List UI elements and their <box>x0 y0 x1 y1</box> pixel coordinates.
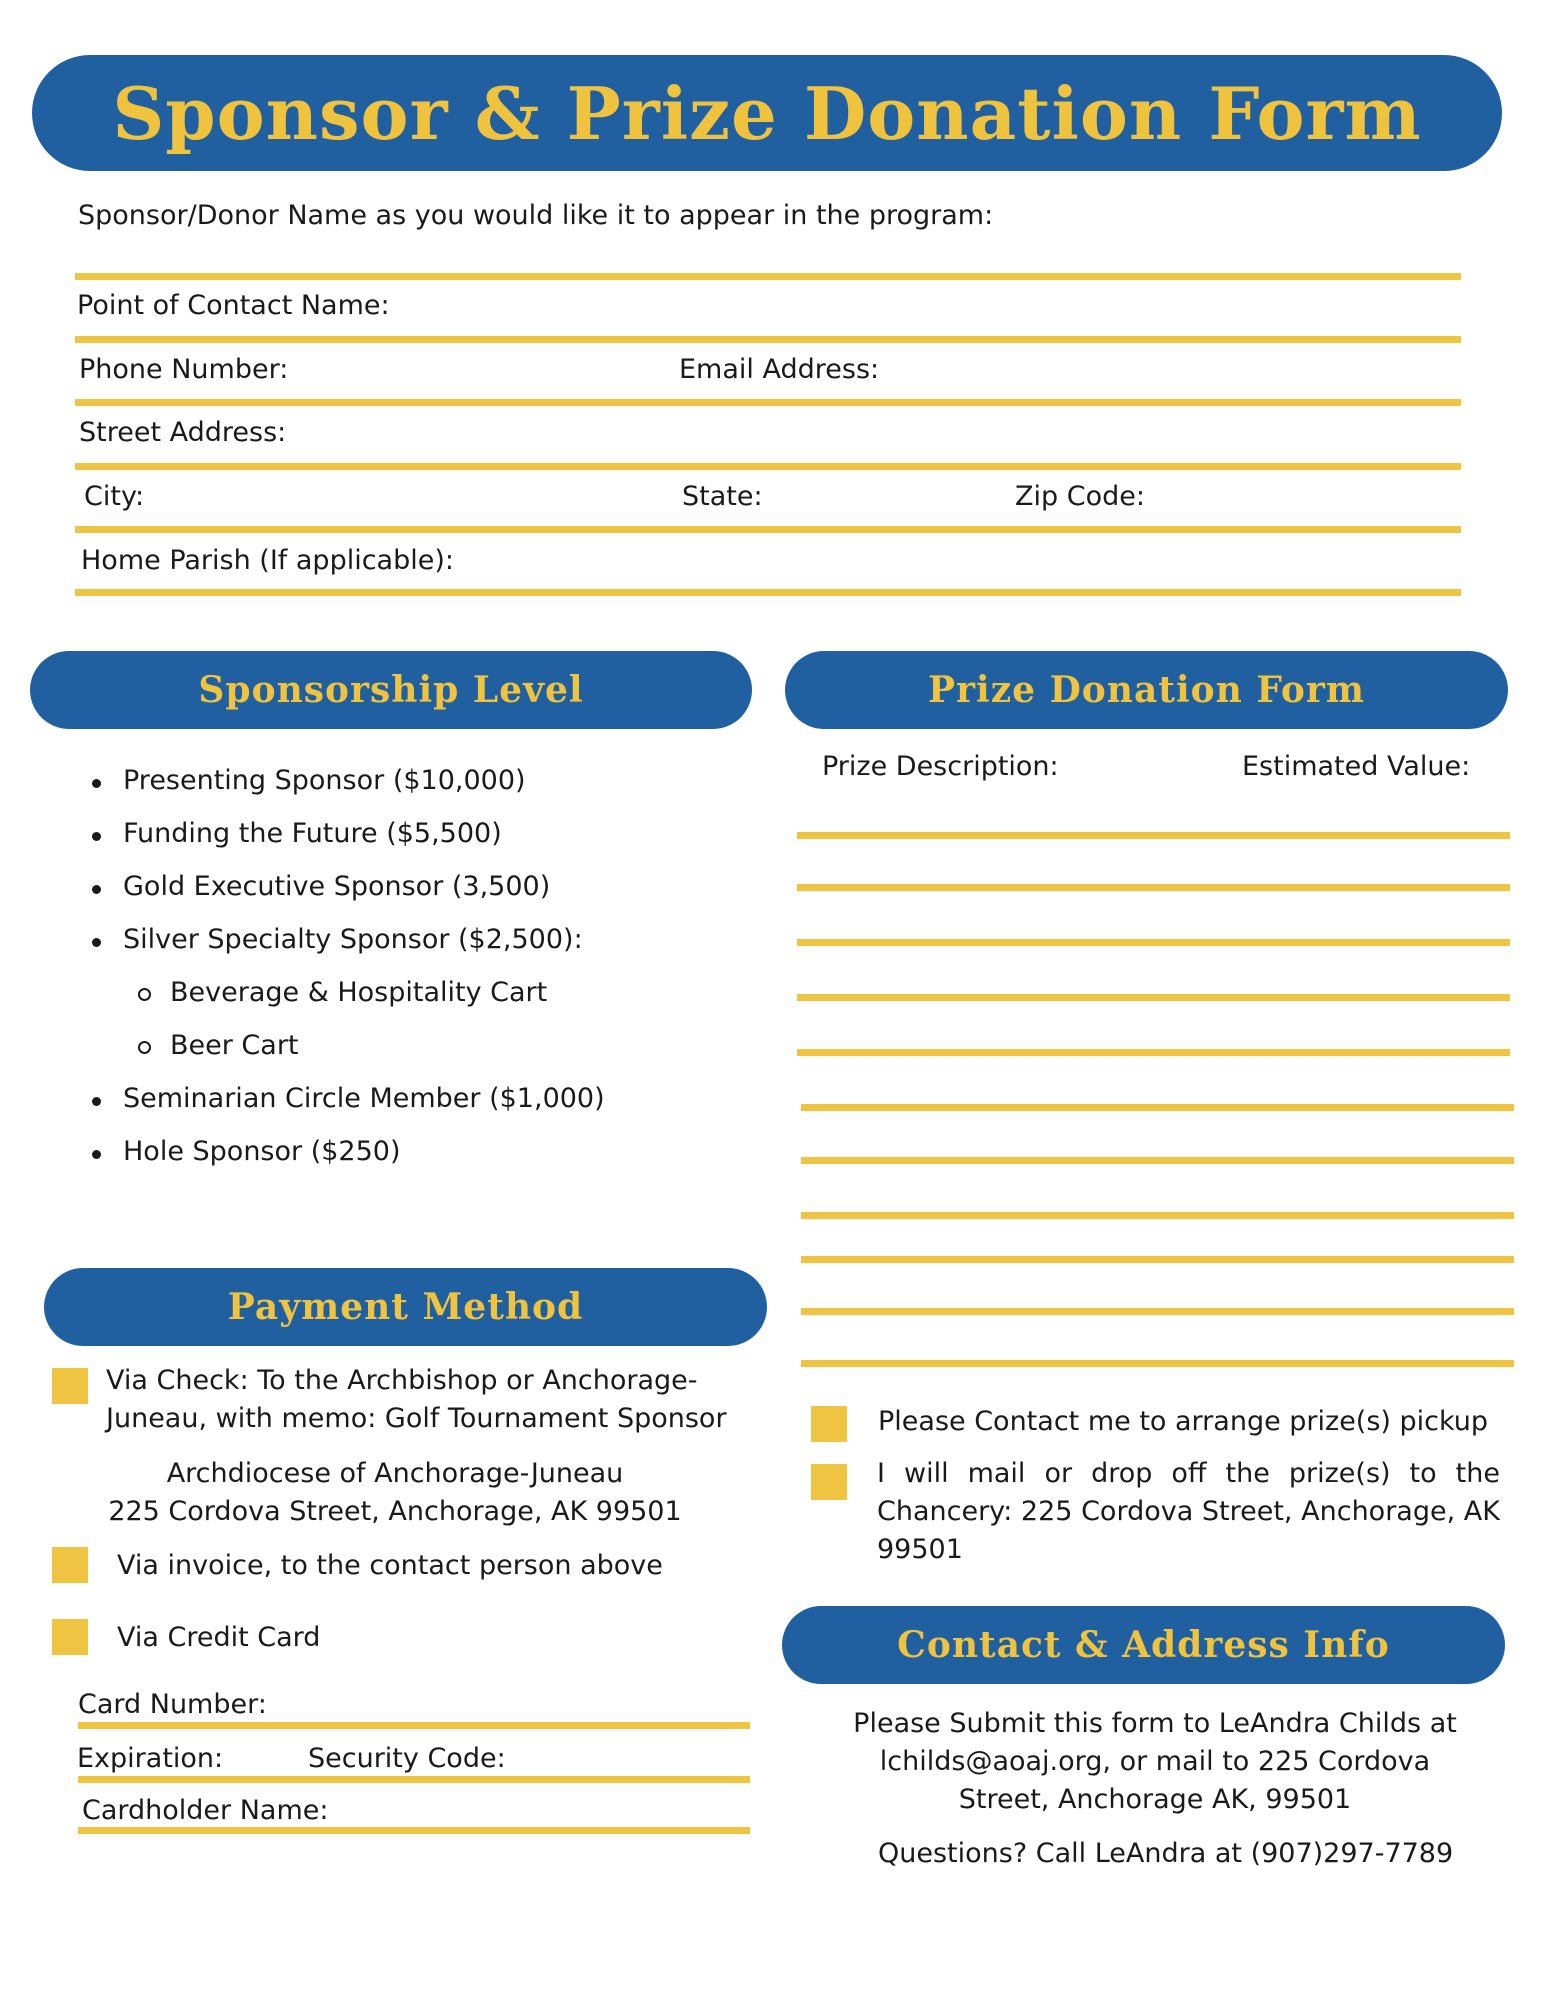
check-checkbox[interactable] <box>52 1368 88 1404</box>
bullet <box>92 1150 101 1159</box>
bullet <box>92 832 101 841</box>
payment-method-heading: Payment Method <box>227 1286 584 1328</box>
sub-bullet <box>138 988 151 1001</box>
sub-bullet <box>138 1041 151 1054</box>
prize-line[interactable] <box>801 1104 1514 1111</box>
contact-info-banner <box>782 1606 1505 1684</box>
level-presenting[interactable]: Presenting Sponsor ($10,000) <box>123 765 526 796</box>
prize-line[interactable] <box>797 939 1510 946</box>
contact-info-heading: Contact & Address Info <box>897 1624 1390 1666</box>
level-gold-executive[interactable]: Gold Executive Sponsor (3,500) <box>123 871 551 902</box>
level-silver-specialty[interactable]: Silver Specialty Sponsor ($2,500): <box>123 924 583 955</box>
level-hole-sponsor[interactable]: Hole Sponsor ($250) <box>123 1136 401 1167</box>
sponsor-name-field[interactable] <box>75 273 1461 280</box>
estimated-value-label: Estimated Value: <box>1242 751 1471 782</box>
prize-line[interactable] <box>797 832 1510 839</box>
bullet <box>92 938 101 947</box>
bullet <box>92 1097 101 1106</box>
contact-name-label: Point of Contact Name: <box>77 290 390 321</box>
level-funding-future[interactable]: Funding the Future ($5,500) <box>123 818 502 849</box>
prize-description-label: Prize Description: <box>822 751 1059 782</box>
prize-donation-heading: Prize Donation Form <box>927 669 1365 711</box>
pickup-checkbox[interactable] <box>811 1406 847 1442</box>
credit-card-option-label: Via Credit Card <box>117 1622 321 1653</box>
street-field[interactable] <box>75 463 1461 470</box>
invoice-checkbox[interactable] <box>52 1547 88 1583</box>
parish-field[interactable] <box>75 589 1461 596</box>
cardholder-field[interactable] <box>78 1827 750 1834</box>
phone-label: Phone Number: <box>79 354 289 385</box>
prize-line[interactable] <box>797 884 1510 891</box>
questions-text: Questions? Call LeAndra at (907)297-7789 <box>878 1838 1454 1869</box>
security-code-label: Security Code: <box>308 1743 506 1774</box>
mail-prize-option-label: I will mail or drop off the prize(s) to the Chancery: 225 Cordova Street, Anchorage, AK 99501 <box>877 1458 1500 1565</box>
sponsor-name-label: Sponsor/Donor Name as you would like it to appear in the program: <box>78 200 994 231</box>
bullet <box>92 779 101 788</box>
sponsorship-level-heading: Sponsorship Level <box>198 669 584 711</box>
card-number-label: Card Number: <box>78 1689 267 1720</box>
prize-line[interactable] <box>801 1308 1514 1315</box>
city-label: City: <box>84 481 145 512</box>
pickup-option-label: Please Contact me to arrange prize(s) pickup <box>878 1406 1489 1437</box>
cardholder-label: Cardholder Name: <box>82 1795 329 1826</box>
prize-line[interactable] <box>797 994 1510 1001</box>
state-label: State: <box>682 481 763 512</box>
level-seminarian-circle[interactable]: Seminarian Circle Member ($1,000) <box>123 1083 605 1114</box>
city-state-zip-field[interactable] <box>75 526 1461 533</box>
prize-donation-banner <box>785 651 1508 729</box>
email-label: Email Address: <box>679 354 880 385</box>
bullet <box>92 885 101 894</box>
address-line-1: Archdiocese of Anchorage-Juneau <box>166 1458 624 1489</box>
phone-email-field[interactable] <box>75 399 1461 406</box>
address-line-2: 225 Cordova Street, Anchorage, AK 99501 <box>108 1496 682 1527</box>
prize-line[interactable] <box>801 1360 1514 1367</box>
contact-name-field[interactable] <box>75 336 1461 343</box>
prize-line[interactable] <box>801 1157 1514 1164</box>
level-beverage-cart[interactable]: Beverage & Hospitality Cart <box>170 977 548 1008</box>
form-title: Sponsor & Prize Donation Form <box>112 70 1422 156</box>
check-option-label: Via Check: To the Archbishop or Anchorage-Juneau, with memo: Golf Tournament Sponsor <box>106 1365 727 1434</box>
prize-line[interactable] <box>797 1049 1510 1056</box>
card-number-field[interactable] <box>78 1722 750 1729</box>
mail-prize-checkbox[interactable] <box>811 1464 847 1500</box>
payment-method-banner <box>44 1268 767 1346</box>
mailing-address <box>80 1455 710 1531</box>
prize-line[interactable] <box>801 1256 1514 1263</box>
parish-label: Home Parish (If applicable): <box>81 545 454 576</box>
prize-line[interactable] <box>801 1212 1514 1219</box>
street-label: Street Address: <box>79 417 287 448</box>
form-title-banner <box>32 55 1502 171</box>
expiration-security-field[interactable] <box>78 1776 750 1783</box>
sponsorship-level-banner <box>30 651 752 729</box>
invoice-option-label: Via invoice, to the contact person above <box>117 1550 663 1581</box>
level-beer-cart[interactable]: Beer Cart <box>170 1030 299 1061</box>
submit-instructions: Please Submit this form to LeAndra Childs at lchilds@aoaj.org, or mail to 225 Cordova Street, Anchorage AK, 99501 <box>853 1708 1457 1815</box>
credit-card-checkbox[interactable] <box>52 1619 88 1655</box>
zip-label: Zip Code: <box>1015 481 1145 512</box>
expiration-label: Expiration: <box>77 1743 224 1774</box>
